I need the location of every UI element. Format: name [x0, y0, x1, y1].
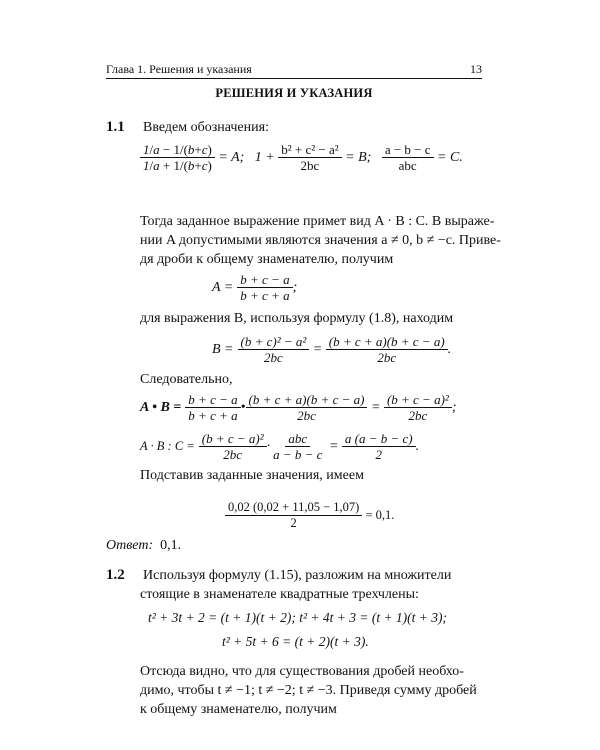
paragraph-line: Следовательно,: [140, 372, 233, 387]
equation-A: A = $\frac{b + c - a}{b + c + a}$ ;: [212, 272, 298, 303]
section-title: РЕШЕНИЯ И УКАЗАНИЯ: [215, 86, 373, 100]
running-header: [106, 62, 482, 79]
equation-numeric: $\frac{0,02 (0,02 + 11,05 - 1,07)}{2}$ = 0,1.: [225, 500, 394, 531]
definitions-formula: $\frac{1/a - 1/(b+c)}{1/a + 1/(b+c)}$ = A; 1 + $\frac{\text{b² + c² − a²}}{2bc}$ = B; $\frac{a - b - c}{\text{abc}}$ = C.: [140, 142, 463, 173]
equation-factor-1: t² + 3t + 2 = (t + 1)(t + 2); t² + 4t + 3 = (t + 1)(t + 3);: [148, 610, 448, 625]
problem-number-1-2: 1.2: [106, 567, 125, 583]
paragraph-line: для выражения B, используя формулу (1.8), находим: [140, 311, 454, 326]
paragraph-line: к общему знаменателю, получим: [140, 702, 337, 717]
paragraph-line: нии A допустимыми являются значения a ≠ 0, b ≠ −c. Приве-: [140, 233, 501, 248]
paragraph-line: Используя формулу (1.15), разложим на множители: [143, 568, 452, 583]
page-number: 13: [470, 62, 482, 76]
paragraph-line: Отсюда видно, что для существования дробей необхо-: [140, 664, 464, 679]
equation-AB: A • B = $\frac{b + c - a}{b + c + a}$ • $\frac{(b + c + a)(b + c - a)}{2bc}$ = $\frac{\text{(b + c − a)²}}{2bc}$ ;: [140, 392, 457, 423]
paragraph-line: димо, чтобы t ≠ −1; t ≠ −2; t ≠ −3. Приведя сумму дробей: [140, 683, 477, 698]
equation-ABC: A · B : C = $\frac{\text{(b + c − a)²}}{2bc}$ · $\frac{\text{abc}}{a - b - c}$ = $\frac{a (a - b - c)}{2}$ .: [140, 431, 420, 462]
paragraph-line: стоящие в знаменателе квадратные трехчлены:: [140, 587, 419, 602]
paragraph-line: Тогда заданное выражение примет вид A · B : C. В выраже-: [140, 214, 495, 229]
chapter-title: Глава 1. Решения и указания: [106, 62, 252, 76]
paragraph-line: дя дроби к общему знаменателю, получим: [140, 252, 394, 267]
intro-text: Введем обозначения:: [143, 120, 269, 135]
paragraph-line: Подставив заданные значения, имеем: [140, 468, 364, 483]
problem-number-1-1: 1.1: [106, 119, 125, 135]
equation-B: B = $\frac{\text{(b + c)² − a²}}{2bc}$ = $\frac{(b + c + a)(b + c - a)}{2bc}$ .: [212, 334, 452, 365]
complex-fraction-A: $\frac{1/a - 1/(b+c)}{1/a + 1/(b+c)}$: [140, 142, 215, 173]
equation-factor-2: t² + 5t + 6 = (t + 2)(t + 3).: [222, 634, 369, 649]
answer: Ответ: 0,1.: [106, 538, 182, 553]
